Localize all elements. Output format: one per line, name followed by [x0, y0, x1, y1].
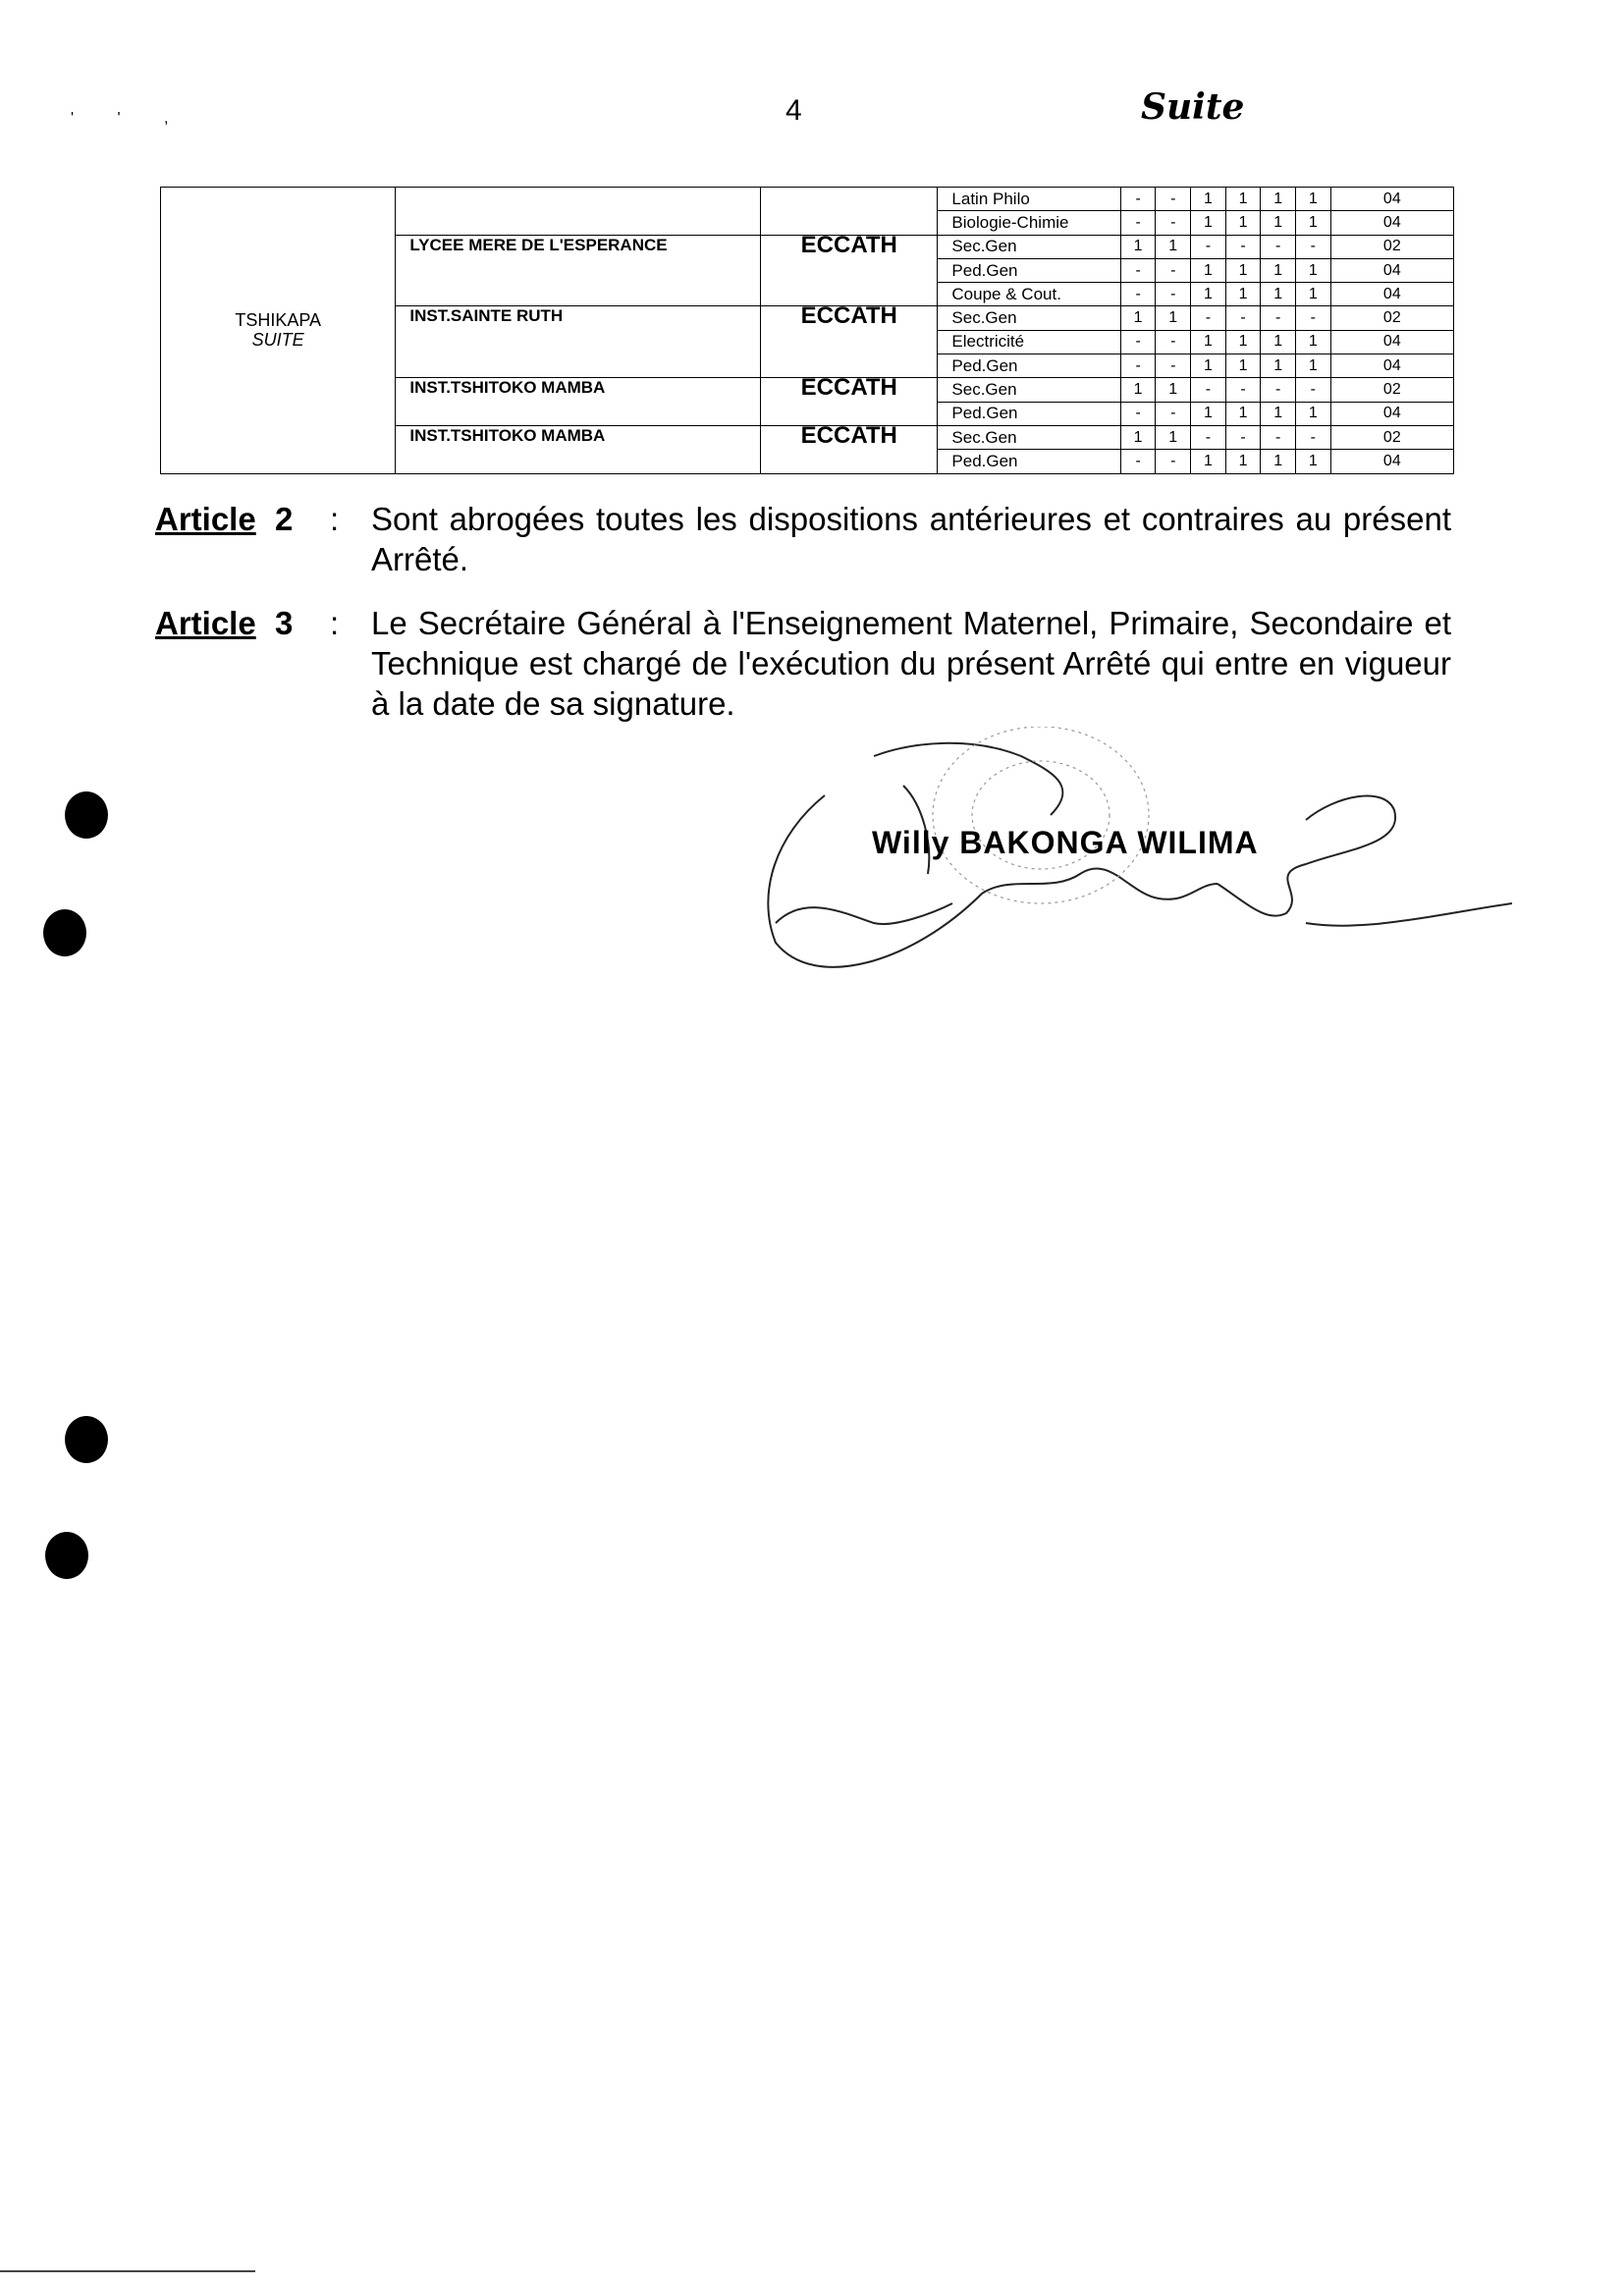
option-name: Latin Philo	[938, 188, 1120, 211]
class-count-cell: -	[1156, 354, 1191, 378]
article-label: Article	[155, 501, 256, 537]
class-count-cell: 1	[1156, 306, 1191, 330]
class-count-cell: -	[1156, 258, 1191, 282]
class-count-cell: -	[1296, 378, 1331, 402]
total-cell: 04	[1330, 258, 1453, 282]
class-count-cell: 1	[1261, 211, 1296, 235]
class-count-cell: 1	[1261, 283, 1296, 306]
class-count-cell: 1	[1225, 211, 1261, 235]
class-count-cell: 1	[1156, 378, 1191, 402]
class-count-cell: 1	[1225, 283, 1261, 306]
school-name: INST.TSHITOKO MAMBA	[396, 425, 761, 473]
allocation-table	[160, 187, 1454, 474]
option-name: Electricité	[938, 330, 1120, 354]
class-count-cell: 1	[1261, 402, 1296, 425]
option-name: Sec.Gen	[938, 235, 1120, 258]
punch-hole-icon	[65, 791, 108, 839]
town-name: TSHIKAPA	[235, 310, 322, 331]
option-name: Sec.Gen	[938, 378, 1120, 402]
class-count-cell: -	[1156, 450, 1191, 473]
class-count-cell: -	[1296, 306, 1331, 330]
article-number: 3	[275, 605, 294, 641]
suite-mark: Suite	[1141, 86, 1245, 128]
option-name: Sec.Gen	[938, 306, 1120, 330]
article-number: 2	[275, 501, 294, 537]
article-label: Article	[155, 605, 256, 641]
class-count-cell: -	[1191, 306, 1226, 330]
option-name: Ped.Gen	[938, 450, 1120, 473]
allocation-table-body	[161, 188, 1454, 474]
school-name: INST.SAINTE RUTH	[396, 306, 761, 378]
town-sub: SUITE	[251, 330, 304, 351]
total-cell: 04	[1330, 283, 1453, 306]
option-name: Ped.Gen	[938, 258, 1120, 282]
school-name	[396, 188, 761, 236]
network-name	[761, 188, 938, 236]
class-count-cell: 1	[1191, 188, 1226, 211]
class-count-cell: -	[1225, 378, 1261, 402]
article-text: Le Secrétaire Général à l'Enseignement Maternel, Primaire, Secondaire et Technique est chargé de l'exécution du présent Arrêté qui entre en vigueur à la date de sa signature.	[371, 605, 1451, 722]
class-count-cell: -	[1296, 235, 1331, 258]
class-count-cell: 1	[1225, 330, 1261, 354]
option-name: Coupe & Cout.	[938, 283, 1120, 306]
class-count-cell: -	[1191, 235, 1226, 258]
network-name: ECCATH	[761, 306, 938, 378]
class-count-cell: 1	[1191, 450, 1226, 473]
class-count-cell: -	[1120, 258, 1156, 282]
signatory-name: Willy BAKONGA WILIMA	[872, 825, 1259, 860]
school-name: INST.TSHITOKO MAMBA	[396, 378, 761, 426]
class-count-cell: 1	[1296, 188, 1331, 211]
class-count-cell: -	[1120, 402, 1156, 425]
class-count-cell: -	[1261, 378, 1296, 402]
class-count-cell: 1	[1191, 258, 1226, 282]
article-colon: :	[330, 605, 340, 641]
class-count-cell: 1	[1296, 354, 1331, 378]
class-count-cell: -	[1120, 211, 1156, 235]
class-count-cell: -	[1191, 378, 1226, 402]
class-count-cell: -	[1261, 306, 1296, 330]
option-name: Ped.Gen	[938, 354, 1120, 378]
class-count-cell: -	[1156, 402, 1191, 425]
punch-hole-icon	[45, 1532, 88, 1579]
table-row	[161, 188, 1454, 211]
total-cell: 04	[1330, 450, 1453, 473]
class-count-cell: 1	[1191, 402, 1226, 425]
page-edge-rule	[0, 2270, 255, 2272]
class-count-cell: 1	[1225, 402, 1261, 425]
class-count-cell: -	[1261, 235, 1296, 258]
class-count-cell: 1	[1191, 211, 1226, 235]
option-name: Ped.Gen	[938, 402, 1120, 425]
class-count-cell: -	[1225, 306, 1261, 330]
class-count-cell: -	[1120, 450, 1156, 473]
class-count-cell: 1	[1225, 450, 1261, 473]
class-count-cell: 1	[1225, 188, 1261, 211]
network-name: ECCATH	[761, 235, 938, 306]
class-count-cell: 1	[1120, 425, 1156, 449]
punch-hole-icon	[65, 1416, 108, 1463]
tick-marks: ' ' ,	[71, 110, 189, 127]
class-count-cell: -	[1296, 425, 1331, 449]
class-count-cell: 1	[1296, 211, 1331, 235]
class-count-cell: -	[1225, 425, 1261, 449]
class-count-cell: 1	[1261, 258, 1296, 282]
school-name: LYCEE MERE DE L'ESPERANCE	[396, 235, 761, 306]
class-count-cell: 1	[1225, 258, 1261, 282]
class-count-cell: 1	[1261, 188, 1296, 211]
class-count-cell: 1	[1261, 330, 1296, 354]
class-count-cell: 1	[1191, 283, 1226, 306]
total-cell: 04	[1330, 330, 1453, 354]
article-colon: :	[330, 501, 340, 537]
class-count-cell: -	[1120, 354, 1156, 378]
class-count-cell: 1	[1156, 235, 1191, 258]
class-count-cell: -	[1120, 330, 1156, 354]
punch-hole-icon	[43, 909, 86, 956]
class-count-cell: 1	[1296, 258, 1331, 282]
class-count-cell: 1	[1296, 330, 1331, 354]
network-name: ECCATH	[761, 425, 938, 473]
class-count-cell: 1	[1120, 306, 1156, 330]
article-text: Sont abrogées toutes les dispositions antérieures et contraires au présent Arrêté.	[371, 501, 1451, 577]
class-count-cell: 1	[1191, 354, 1226, 378]
class-count-cell: 1	[1296, 283, 1331, 306]
class-count-cell: -	[1120, 188, 1156, 211]
class-count-cell: -	[1156, 330, 1191, 354]
total-cell: 02	[1330, 425, 1453, 449]
total-cell: 04	[1330, 188, 1453, 211]
page-number: 4	[785, 94, 802, 127]
total-cell: 02	[1330, 378, 1453, 402]
class-count-cell: -	[1191, 425, 1226, 449]
class-count-cell: 1	[1296, 402, 1331, 425]
class-count-cell: 1	[1225, 354, 1261, 378]
total-cell: 02	[1330, 235, 1453, 258]
class-count-cell: -	[1156, 188, 1191, 211]
class-count-cell: 1	[1156, 425, 1191, 449]
class-count-cell: -	[1225, 235, 1261, 258]
class-count-cell: -	[1261, 425, 1296, 449]
class-count-cell: 1	[1120, 235, 1156, 258]
option-name: Biologie-Chimie	[938, 211, 1120, 235]
class-count-cell: -	[1120, 283, 1156, 306]
total-cell: 02	[1330, 306, 1453, 330]
total-cell: 04	[1330, 402, 1453, 425]
class-count-cell: 1	[1120, 378, 1156, 402]
network-name: ECCATH	[761, 378, 938, 426]
town-cell	[161, 188, 396, 474]
total-cell: 04	[1330, 211, 1453, 235]
total-cell: 04	[1330, 354, 1453, 378]
class-count-cell: -	[1156, 211, 1191, 235]
class-count-cell: 1	[1261, 450, 1296, 473]
class-count-cell: -	[1156, 283, 1191, 306]
class-count-cell: 1	[1261, 354, 1296, 378]
signature-block	[756, 727, 1522, 992]
class-count-cell: 1	[1296, 450, 1331, 473]
option-name: Sec.Gen	[938, 425, 1120, 449]
class-count-cell: 1	[1191, 330, 1226, 354]
